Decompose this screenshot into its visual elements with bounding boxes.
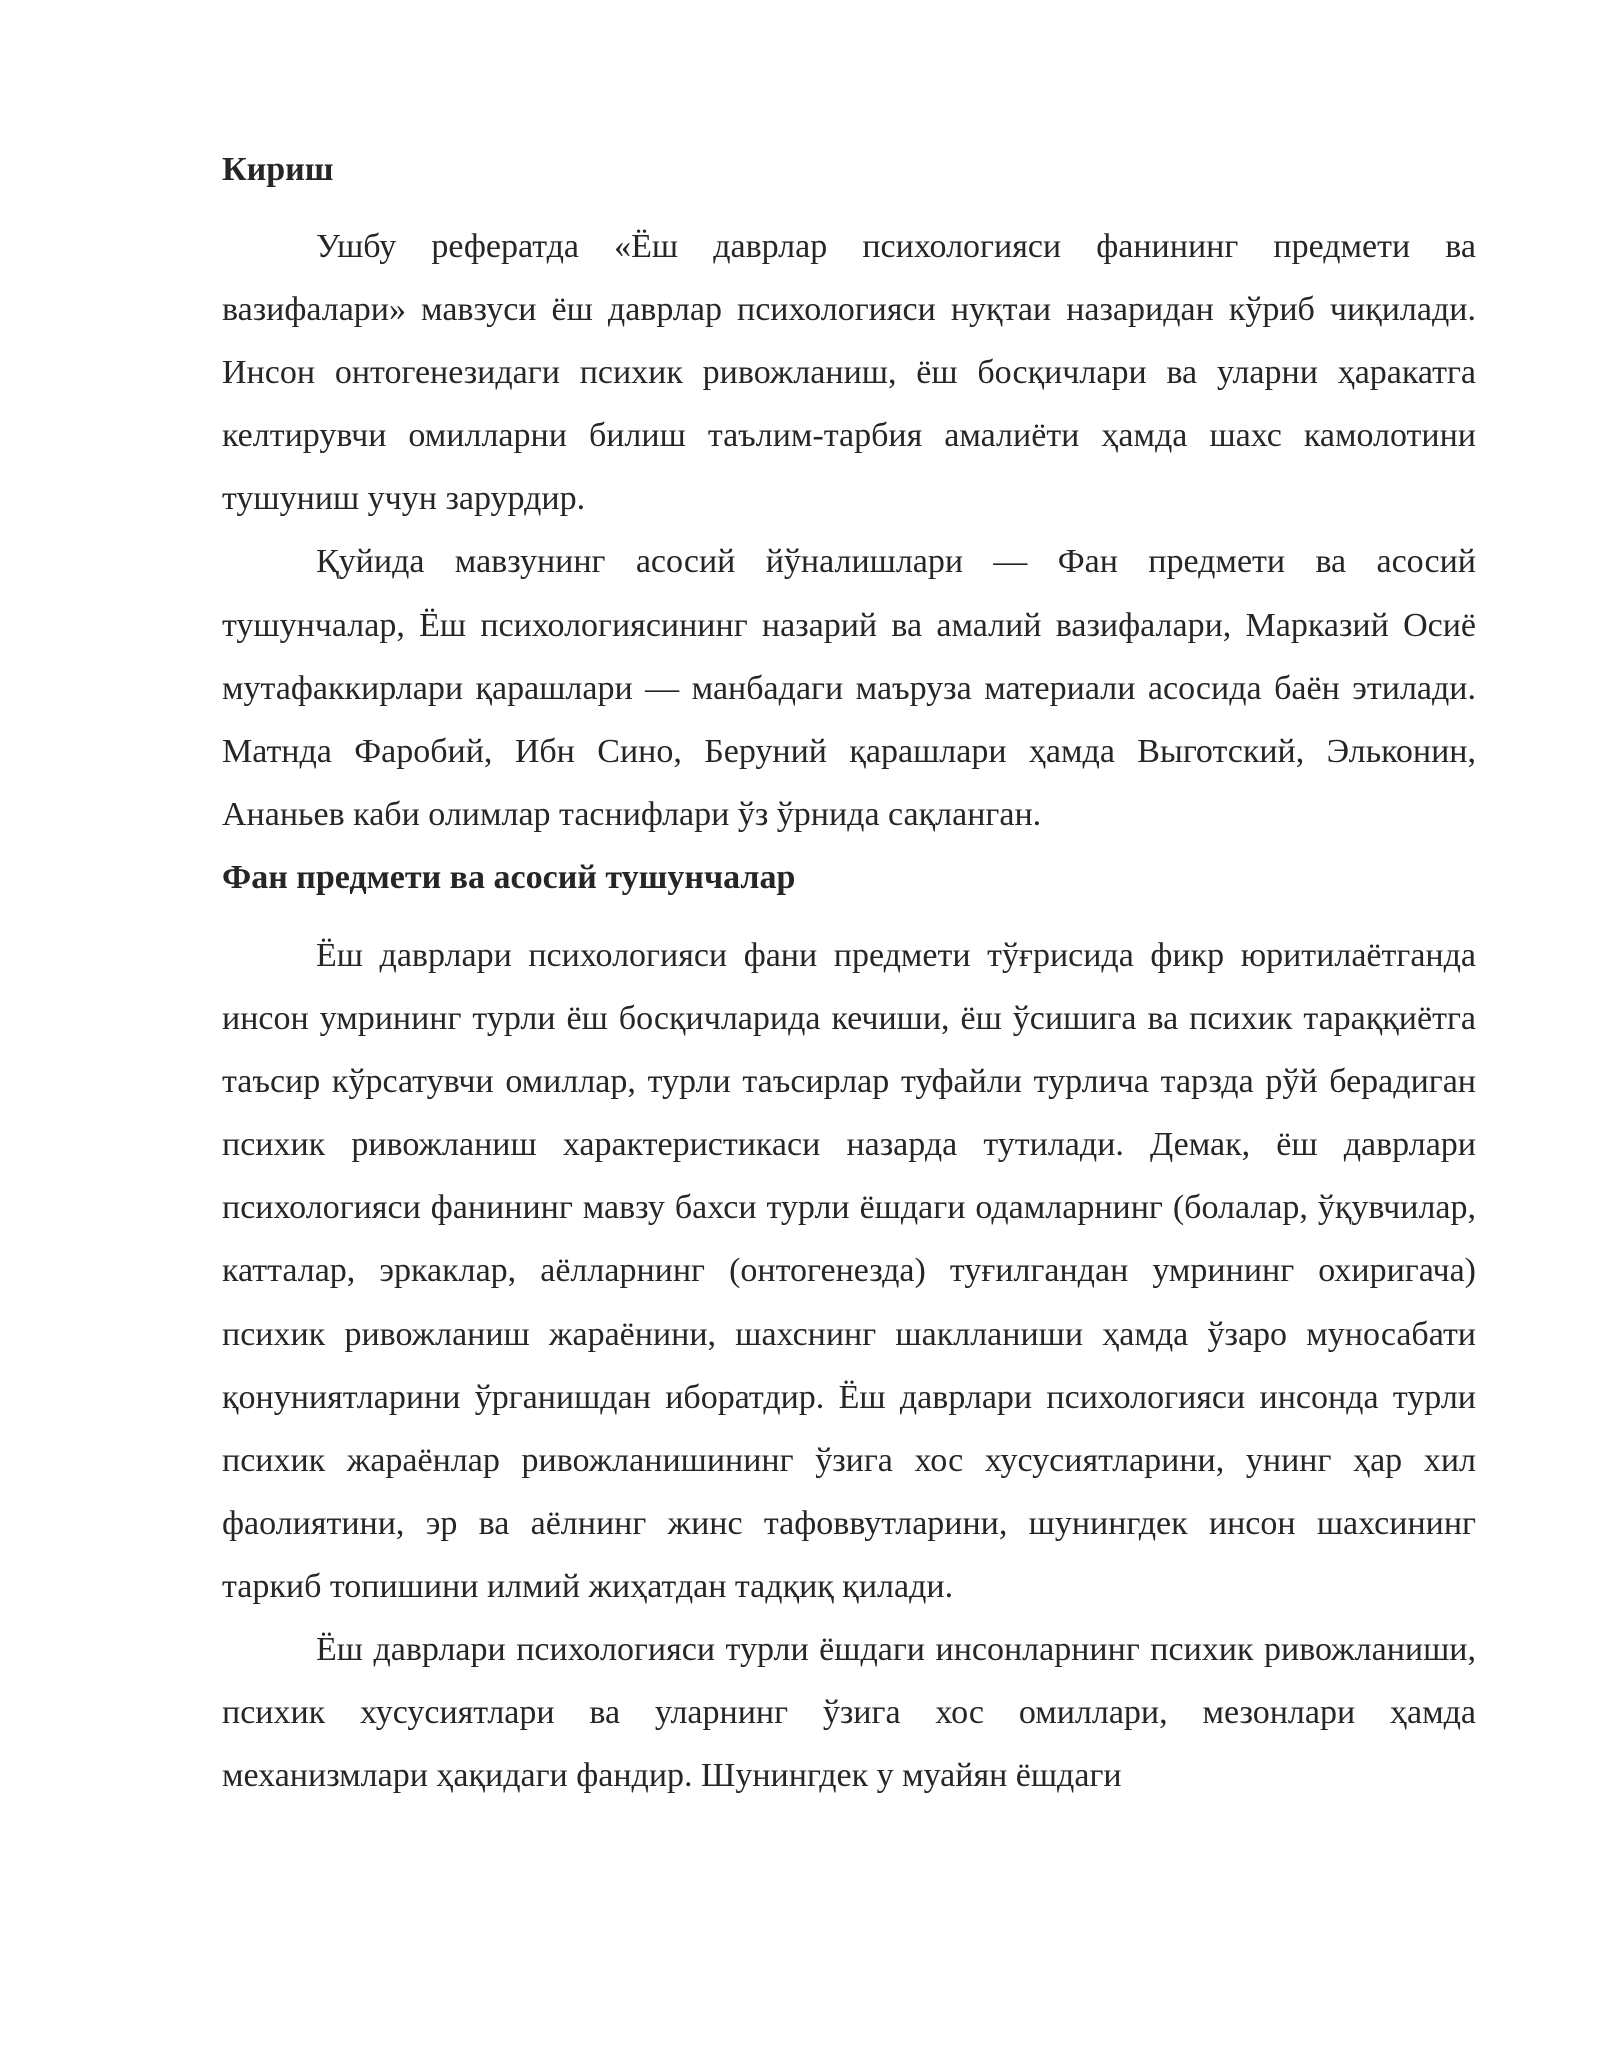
intro-paragraph-2: Қуйида мавзунинг асосий йўналишлари — Фан предмети ва асосий тушунчалар, Ёш психологиясининг назарий ва амалий вазифалари, Марказий Осиё мутафаккирлари қарашлари — манбадаги маъруза материали асосида баён этилади. Матнда Фаробий, Ибн Сино, Беруний қарашлари ҳамда Выготский, Эльконин, Ананьев каби олимлар таснифлари ўз ўрнида сақланган. xyxy=(222,543,1476,833)
intro-paragraph-1: Ушбу рефератда «Ёш даврлар психологияси фанининг предмети ва вазифалари» мавзуси ёш даврлар психологияси нуқтаи назаридан кўриб чиқилади. Инсон онтогенезидаги психик ривожланиш, ёш босқичлари ва уларни ҳаракатга келтирувчи омилларни билиш таълим-тарбия амалиёти ҳамда шахс камолотини тушуниш учун зарурдир. xyxy=(222,228,1476,518)
section-paragraph-1: Ёш даврлари психологияси фани предмети тўғрисида фикр юритилаётганда инсон умрининг турли ёш босқичларида кечиши, ёш ўсишига ва психик тараққиётга таъсир кўрсатувчи омиллар, турли таъсирлар туфайли турлича тарзда рўй берадиган психик ривожланиш характеристикаси назарда тутилади. Демак, ёш даврлари психологияси фанининг мавзу бахси турли ёшдаги одамларнинг (болалар, ўқувчилар, катталар, эркаклар, аёлларнинг (онтогенезда) туғилгандан умрининг охиригача) психик ривожланиш жараёнини, шахснинг шаклланиши ҳамда ўзаро муносабати қонуниятларини ўрганишдан иборатдир. Ёш даврлари психологияси инсонда турли психик жараёнлар ривожланишининг ўзига хос хусусиятларини, унинг ҳар хил фаолиятини, эр ва аёлнинг жинс тафоввутларини, шунингдек инсон шахсининг таркиб топишини илмий жиҳатдан тадқиқ қилади. xyxy=(222,936,1476,1605)
intro-heading: Кириш xyxy=(222,151,334,188)
section-heading: Фан предмети ва асосий тушунчалар xyxy=(222,858,796,896)
document-page xyxy=(222,138,1476,1807)
section-paragraph-2: Ёш даврлари психологияси турли ёшдаги инсонларнинг психик ривожланиши, психик хусусиятлари ва уларнинг ўзига хос омиллари, мезонлари ҳамда механизмлари ҳақидаги фандир. Шунингдек у муайян ёшдаги xyxy=(222,1630,1476,1795)
